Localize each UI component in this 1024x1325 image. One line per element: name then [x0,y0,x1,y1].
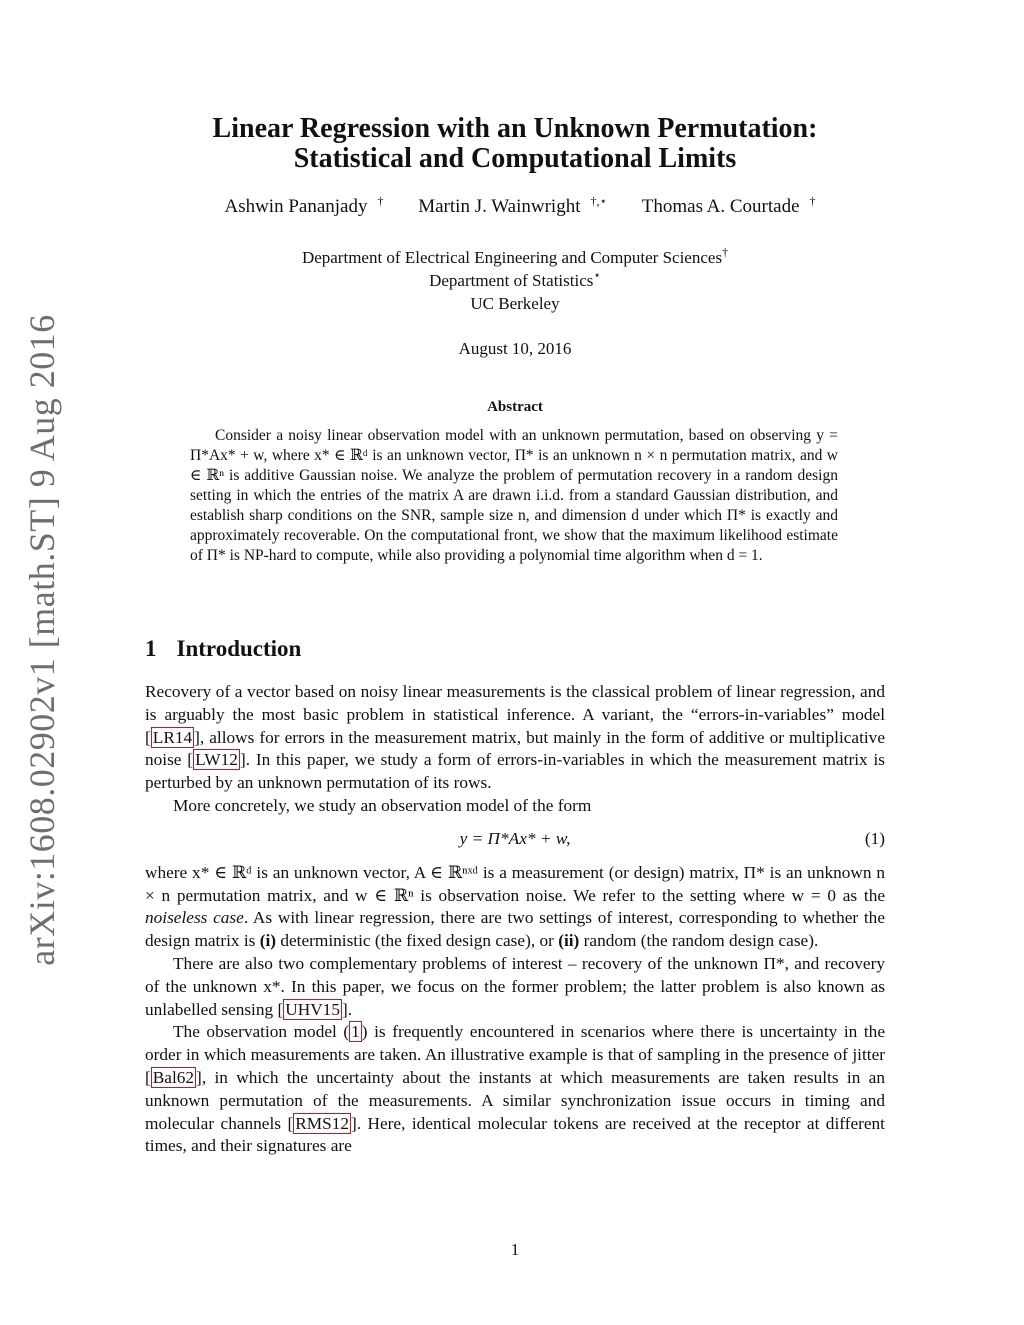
author-mark: †,⋆ [590,194,607,208]
abstract-text: Consider a noisy linear observation model with an unknown permutation, based on observing y = Π*Ax* + w, where x* ∈ ℝᵈ is an unknown vector, Π* is an unknown n × n permutation matrix, and w ∈ ℝⁿ is additive Gaussian noise. We analyze the problem of permutation recovery in a random design setting in which the entries of the matrix A are drawn i.i.d. from a standard Gaussian distribution, and establish sharp conditions on the SNR, sample size n, and dimension d under which Π* is exactly and approximately recoverable. On the computational front, we show that the maximum likelihood estimate of Π* is NP-hard to compute, while also providing a polynomial time algorithm when d = 1. [190,427,838,564]
author [214,196,383,218]
citation-link[interactable]: UHV15 [285,999,340,1019]
title-line-2: Statistical and Computational Limits [293,143,737,174]
list-marker: (i) [259,931,277,951]
equation-body: y = Π*Ax* + w, [459,828,571,848]
section-heading [145,636,301,662]
list-marker: (ii) [558,931,580,951]
paper-title [145,114,885,174]
paragraph: More concretely, we study an observation model of the form [173,795,592,815]
author-name: Martin J. Wainwright [418,196,581,217]
text-run: There are also two complementary problems of interest – recovery of the unknown Π*, and recovery of the unknown x*. In this paper, we focus on the former problem; the latter problem is also known as unlabelled sensing [145,953,885,1019]
author-mark: † [809,194,816,208]
citation-link[interactable]: LW12 [195,750,238,770]
text-run: . In this paper, we study a form of errors-in-variables in which the measurement matrix is perturbed by an unknown permutation of its rows. [145,750,885,793]
page-number: 1 [510,1240,520,1259]
text-run: . [347,999,353,1019]
affiliation-text: Department of Statistics [429,271,594,290]
author-list [145,196,885,218]
affiliation-line: UC Berkeley [470,294,560,313]
paper-date: August 10, 2016 [458,339,572,358]
text-run: . As with linear regression, there are two settings of interest, corresponding to whether the design matrix is [145,908,885,951]
equation-number: (1) [864,828,885,848]
text-run: . Here, identical molecular tokens are received at the receptor at different times, and their signatures are [145,1113,885,1156]
section-body [145,681,885,1158]
paragraph: The observation model ( 1 ) is frequently encountered in scenarios where there is uncertainty in the order in which measurements are taken. An illustrative example is that of sampling in the presence of jitter [ Bal62 ], in which the uncertainty about the instants at which measurements are taken results in an unknown permutation of the measurements. A similar synchronization issue occurs in timing and molecular channels [ RMS12 ]. Here, identical molecular tokens are received at the receptor at different times, and their signatures are [145,1022,885,1156]
text-run: deterministic (the fixed design case), or [276,931,559,951]
equation [145,824,885,856]
abstract-heading: Abstract [487,399,543,415]
affiliation-text: Department of Electrical Engineering and Computer Sciences [301,248,723,267]
text-run: The observation model [173,1022,344,1042]
citation-link[interactable]: Bal62 [152,1067,195,1087]
text-run: is frequently encountered in scenarios where there is uncertainty in the order in which measurements are taken. An illustrative example is that of sampling in the presence of jitter [145,1022,885,1065]
paragraph: There are also two complementary problems of interest – recovery of the unknown Π*, and recovery of the unknown x*. In this paper, we focus on the former problem; the latter problem is also known as unlabelled sensing [ UHV15 ]. [145,953,885,1019]
text-run: , in which the uncertainty about the instants at which measurements are taken results in an unknown permutation of the measurements. A similar synchronization issue occurs in timing and molecular channels [145,1067,885,1133]
paragraph: Recovery of a vector based on noisy linear measurements is the classical problem of linear regression, and is arguably the most basic problem in statistical inference. A variant, the “errors-in-variables” model [ LR14 ], allows for errors in the measurement matrix, but mainly in the form of additive or multiplicative noise [ LW12 ]. In this paper, we study a form of errors-in-variables in which the measurement matrix is perturbed by an unknown permutation of its rows. [145,682,885,793]
author [408,196,607,218]
title-line-1: Linear Regression with an Unknown Permutation: [212,113,818,144]
section-number: 1 [145,636,157,661]
citation-link[interactable]: RMS12 [295,1113,349,1133]
text-run: , allows for errors in the measurement matrix, but mainly in the form of additive or multiplicative noise [145,727,885,770]
section-title: Introduction [176,636,302,661]
arxiv-sidebar [0,0,80,1325]
author-name: Ashwin Pananjady [224,196,368,217]
author-mark: † [377,194,384,208]
affiliation-line [145,246,885,269]
affiliations [145,246,885,315]
text-run: where x* ∈ ℝᵈ is an unknown vector, A ∈ ℝⁿˣᵈ is a measurement (or design) matrix, Π* is an unknown n × n permutation matrix, and w ∈ ℝⁿ is observation noise. We refer to the setting where w = 0 as the [145,862,885,905]
author [632,196,816,218]
text-run: Recovery of a vector based on noisy linear measurements is the classical problem of linear regression, and is arguably the most basic problem in statistical inference. A variant, the “errors-in-variables” model [145,682,885,724]
equation-reference-link[interactable]: 1 [351,1022,360,1042]
affiliation-mark: ⋆ [593,268,601,282]
emphasis: noiseless case [145,908,244,928]
text-run: random (the random design case). [579,931,819,951]
arxiv-identifier: arXiv:1608.02902v1 [math.ST] 9 Aug 2016 [22,314,62,966]
affiliation-mark: † [722,245,729,259]
affiliation-line [145,269,885,292]
paragraph [145,862,885,953]
citation-link[interactable]: LR14 [152,727,193,747]
abstract-body [190,426,838,566]
author-name: Thomas A. Courtade [641,196,800,217]
